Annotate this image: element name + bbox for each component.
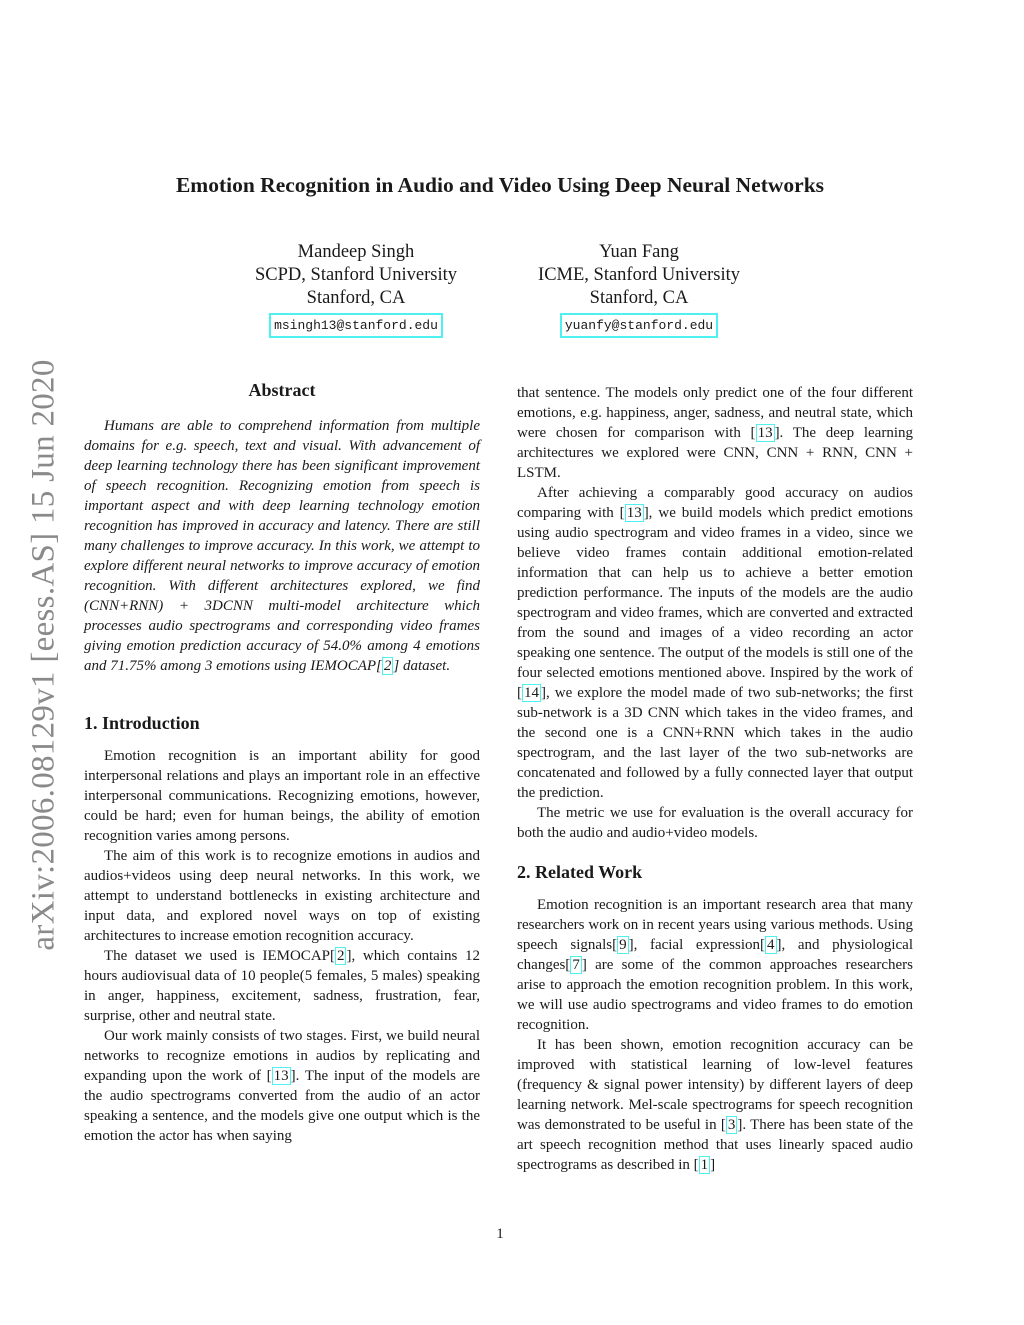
body-paragraph: that sentence. The models only predict one of the four different emotions, e.g. happiness, anger, sadness, and neutral state, which were chosen for comparison with [ 13 ]. The deep learning architectures we explored were CNN, CNN + RNN, CNN + LSTM. — [517, 385, 913, 481]
citation-link[interactable]: 9 — [619, 937, 627, 953]
citation-link[interactable]: 3 — [727, 1117, 736, 1133]
page-number: 1 — [496, 1226, 504, 1242]
author-location: Stanford, CA — [306, 288, 406, 308]
abstract-text: Humans are able to comprehend information from multiple domains for e.g. speech, text and visual. With advancement of deep learning technology there has been significant improvement of speech recognition. Recognizing emotion from speech is important aspect and with deep learning technology emotion recognition has improved in accuracy and latency. There are still many challenges to improve accuracy. In this work, we attempt to explore different neural networks to improve accuracy of emotion recognition. With different architectures explored, we find (CNN+RNN) + 3DCNN multi-model architecture which processes audio spectrograms and corresponding video frames giving emotion prediction accuracy of 54.0% among 4 emotions and 71.75% among 3 emotions using IEMOCAP[ 2 ] dataset. — [84, 418, 480, 674]
intro-paragraph: The dataset we used is IEMOCAP[ 2 ], which contains 12 hours audiovisual data of 10 people(5 females, 5 males) speaking in anger, happiness, excitement, sadness, frustration, fear, surprise, other and neutral state. — [84, 948, 480, 1024]
related-paragraph: It has been shown, emotion recognition accuracy can be improved with statistical learning of low-level features (frequency & signal power intensity) by different layers of deep learning network. Mel-scale spectrograms for speech recognition was demonstrated to be useful in [ 3 ]. There has been state of the art speech recognition method that uses linearly spaced audio spectrograms as described in [ 1 ] — [517, 1037, 913, 1173]
author-1 — [206, 241, 506, 338]
citation-link[interactable]: 13 — [757, 425, 773, 441]
author-location: Stanford, CA — [589, 288, 689, 308]
paper-title: Emotion Recognition in Audio and Video Using Deep Neural Networks — [175, 173, 825, 197]
arxiv-identifier: arXiv:2006.08129v1 [eess.AS] 15 Jun 2020 — [25, 359, 62, 951]
author-name: Mandeep Singh — [297, 242, 415, 262]
author-email-link[interactable]: msingh13@stanford.edu — [269, 313, 443, 338]
left-column — [84, 380, 480, 1146]
citation-link[interactable]: 2 — [336, 948, 345, 964]
abstract-heading: Abstract — [248, 380, 316, 400]
author-affiliation: ICME, Stanford University — [538, 265, 740, 285]
author-2 — [489, 241, 789, 338]
intro-paragraph: Our work mainly consists of two stages. First, we build neural networks to recognize emotions in audios by replicating and expanding upon the work of [ 13 ]. The input of the models are the audio spectrograms converted from the audio of an actor speaking a sentence, and the models give one output which is the emotion the actor has when saying — [84, 1028, 480, 1144]
body-paragraph: After achieving a comparably good accuracy on audios comparing with [ 13 ], we build models which predict emotions using audio spectrogram and video frames in a video, since we believe video frames contain additional emotion-related information that can help us to achieve a better emotion prediction performance. The inputs of the models are the audio spectrogram and video frames, which are converted and extracted from the sound and images of a video recording an actor speaking one sentence. The output of the models is still one of the four selected emotions mentioned above. Inspired by the work of [ 14 ], we explore the model made of two sub-networks; the first sub-network is a 3D CNN which takes in the video frames, and the second one is a CNN+RNN which takes in the audio spectrogram, and the last layer of the two sub-networks are concatenated and followed by a fully connected layer that output the prediction. — [517, 485, 914, 801]
body-paragraph: The metric we use for evaluation is the overall accuracy for both the audio and audio+video models. — [517, 805, 913, 841]
citation-link[interactable]: 13 — [626, 505, 642, 521]
right-column — [517, 383, 913, 1175]
citation-link[interactable]: 14 — [524, 685, 539, 701]
citation-link[interactable]: 1 — [700, 1157, 709, 1173]
section-heading-related-work: 2. Related Work — [517, 862, 643, 882]
citation-link[interactable]: 13 — [273, 1068, 289, 1084]
citation-link[interactable]: 7 — [572, 957, 580, 973]
author-affiliation: SCPD, Stanford University — [255, 265, 457, 285]
author-name: Yuan Fang — [599, 242, 679, 262]
intro-paragraph: The aim of this work is to recognize emotions in audios and audios+videos using deep neural networks. In this work, we attempt to understand bottlenecks in existing architecture and input data, and explored novel ways on top of existing architectures to increase emotion recognition accuracy. — [84, 848, 480, 944]
related-paragraph: Emotion recognition is an important research area that many researchers work on in recent years using various methods. Using speech signals[ 9 ], facial expression[ 4 ], and physiological changes[ 7 ] are some of the common approaches researchers arise to approach the emotion recognition problem. In this work, we will use audio spectrograms and video frames to do emotion recognition. — [517, 897, 913, 1033]
citation-link[interactable]: 2 — [383, 658, 392, 674]
intro-paragraph: Emotion recognition is an important ability for good interpersonal relations and plays an important role in an effective interpersonal communications. Recognizing emotions, however, could be hard; even for human beings, the ability of emotion recognition varies among persons. — [84, 748, 480, 844]
citation-link[interactable]: 4 — [767, 937, 775, 953]
author-email-link[interactable]: yuanfy@stanford.edu — [560, 313, 718, 338]
section-heading-introduction: 1. Introduction — [84, 713, 200, 733]
